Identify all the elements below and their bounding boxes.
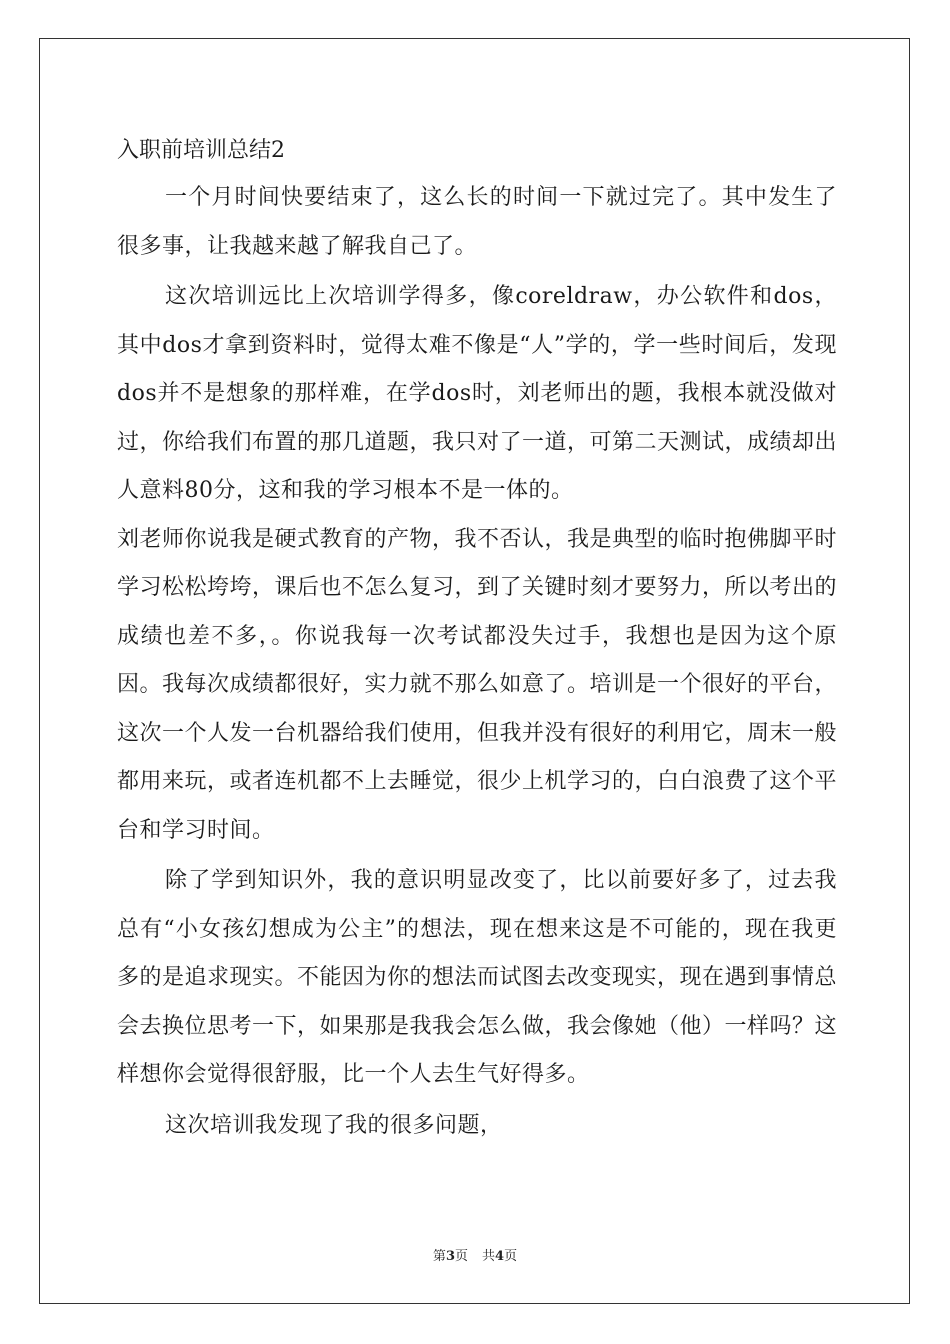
total-suffix: 页 bbox=[504, 1249, 518, 1264]
paragraph-2: 这次培训远比上次培训学得多，像coreldraw，办公软件和dos，其中dos才拿到资料时，觉得太难不像是“人”学的，学一些时间后，发现dos并不是想象的那样难，在学dos时，刘老师出的题，我根本就没做对过，你给我们布置的那几道题，我只对了一道，可第二天测试，成绩却出人意料80分，这和我的学习根本不是一体的。 bbox=[117, 284, 838, 503]
document-body bbox=[117, 127, 837, 1150]
total-prefix: 共 bbox=[482, 1249, 496, 1264]
paragraph-3: 刘老师你说我是硬式教育的产物，我不否认，我是典型的临时抱佛脚平时学习松松垮垮，课后也不怎么复习，到了关键时刻才要努力，所以考出的成绩也差不多，。你说我每一次考试都没失过手，我想也是因为这个原因。我每次成绩都很好，实力就不那么如意了。培训是一个很好的平台，这次一个人发一台机器给我们使用，但我并没有很好的利用它，周末一般都用来玩，或者连机都不上去睡觉，很少上机学习的，白白浪费了这个平台和学习时间。 bbox=[117, 526, 838, 843]
page-current-number: 3 bbox=[445, 1249, 455, 1264]
page-suffix: 页 bbox=[454, 1249, 468, 1264]
paragraph-4: 除了学到知识外，我的意识明显改变了，比以前要好多了，过去我总有“小女孩幻想成为公主”的想法，现在想来这是不可能的，现在我更多的是追求现实。不能因为你的想法而试图去改变现实，现在遇到事情总会去换位思考一下，如果那是我我会怎么做，我会像她（他）一样吗？这样想你会觉得很舒服，比一个人去生气好得多。 bbox=[117, 868, 838, 1087]
page-footer bbox=[0, 1248, 950, 1266]
page-total-number: 4 bbox=[495, 1249, 505, 1264]
document-heading: 入职前培训总结2 bbox=[117, 138, 285, 163]
paragraph-1: 一个月时间快要结束了，这么长的时间一下就过完了。其中发生了很多事，让我越来越了解我自己了。 bbox=[117, 185, 837, 259]
paragraph-5: 这次培训我发现了我的很多问题， bbox=[165, 1112, 503, 1138]
page-prefix: 第 bbox=[432, 1249, 446, 1264]
